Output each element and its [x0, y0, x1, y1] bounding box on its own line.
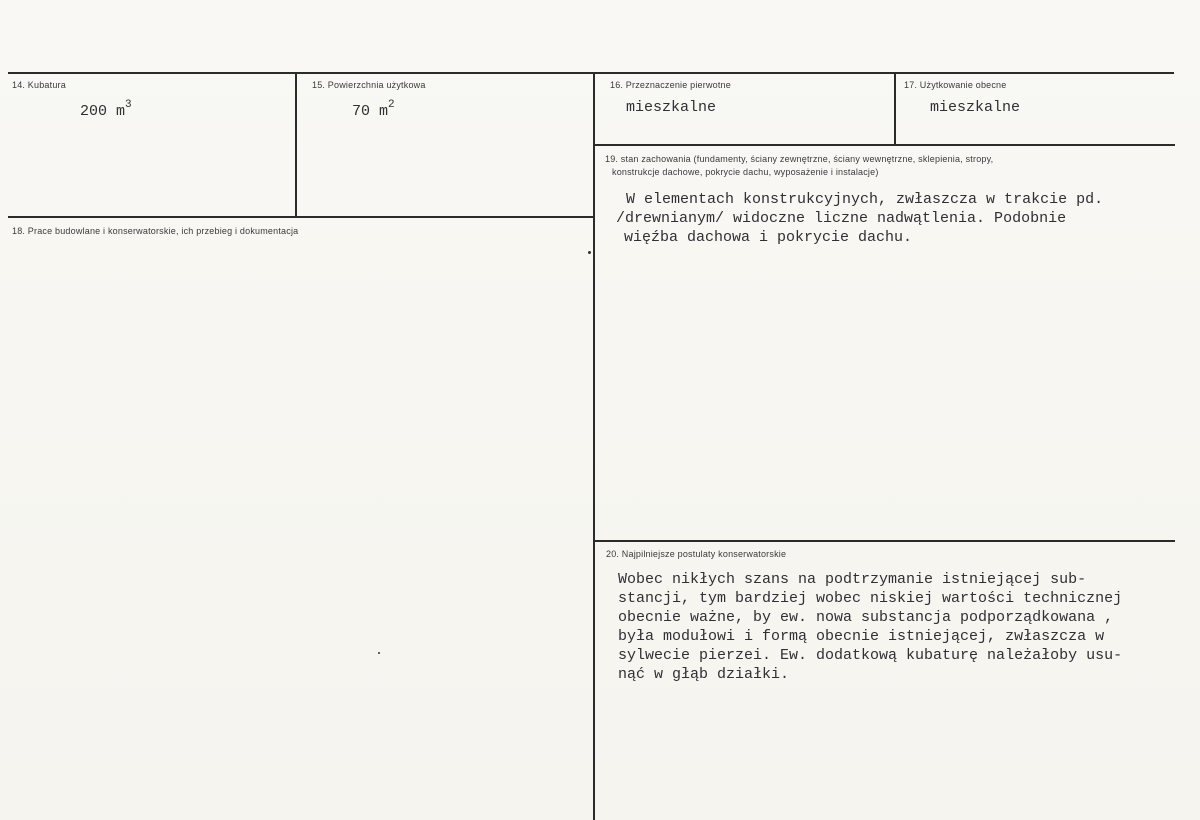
field-19-line-2: /drewnianym/ widoczne liczne nadwątlenia. Podobnie [616, 210, 1067, 227]
divider-14-15 [295, 74, 297, 216]
top-rule [8, 72, 1174, 74]
field-14-label: 14. Kubatura [12, 80, 66, 90]
field-15-value: 70 $m^2$ [352, 99, 395, 120]
rule-above-20 [595, 540, 1175, 542]
field-14-value: 200 $m^3$ [80, 99, 132, 120]
rule-above-18 [8, 216, 595, 218]
field-20-line-6: nąć w głąb działki. [618, 666, 790, 683]
field-20-line-2: stancji, tym bardziej wobec niskiej wartości technicznej [618, 590, 1123, 607]
rule-below-16-17 [595, 144, 1175, 146]
field-19-label-line2: konstrukcje dachowe, pokrycie dachu, wyposażenie i instalacje) [612, 167, 879, 177]
field-17-label: 17. Użytkowanie obecne [904, 80, 1007, 90]
field-20-line-3: obecnie ważne, by ew. nowa substancja podporządkowana , [618, 609, 1114, 626]
field-17-value: mieszkalne [930, 99, 1021, 116]
field-15-label: 15. Powierzchnia użytkowa [312, 80, 426, 90]
paper-speck [378, 652, 380, 654]
field-19-label-line1: 19. stan zachowania (fundamenty, ściany zewnętrzne, ściany wewnętrzne, sklepienia, stropy, [605, 154, 994, 164]
field-19-line-3: więźba dachowa i pokrycie dachu. [624, 229, 913, 246]
field-20-line-4: była modułowi i formą obecnie istniejącej, zwłaszcza w [618, 628, 1105, 645]
divider-16-17 [894, 74, 896, 144]
field-20-line-1: Wobec nikłych szans na podtrzymanie istniejącej sub- [618, 571, 1087, 588]
field-19-line-1: W elementach konstrukcyjnych, zwłaszcza w trakcie pd. [626, 191, 1104, 208]
main-divider [593, 74, 595, 820]
field-20-label: 20. Najpilniejsze postulaty konserwatorskie [606, 549, 787, 559]
field-16-label: 16. Przeznaczenie pierwotne [610, 80, 731, 90]
paper-speck [588, 251, 591, 254]
field-16-value: mieszkalne [626, 99, 717, 116]
field-20-line-5: sylwecie pierzei. Ew. dodatkową kubaturę należałoby usu- [618, 647, 1123, 664]
field-18-label: 18. Prace budowlane i konserwatorskie, ich przebieg i dokumentacja [12, 226, 299, 236]
